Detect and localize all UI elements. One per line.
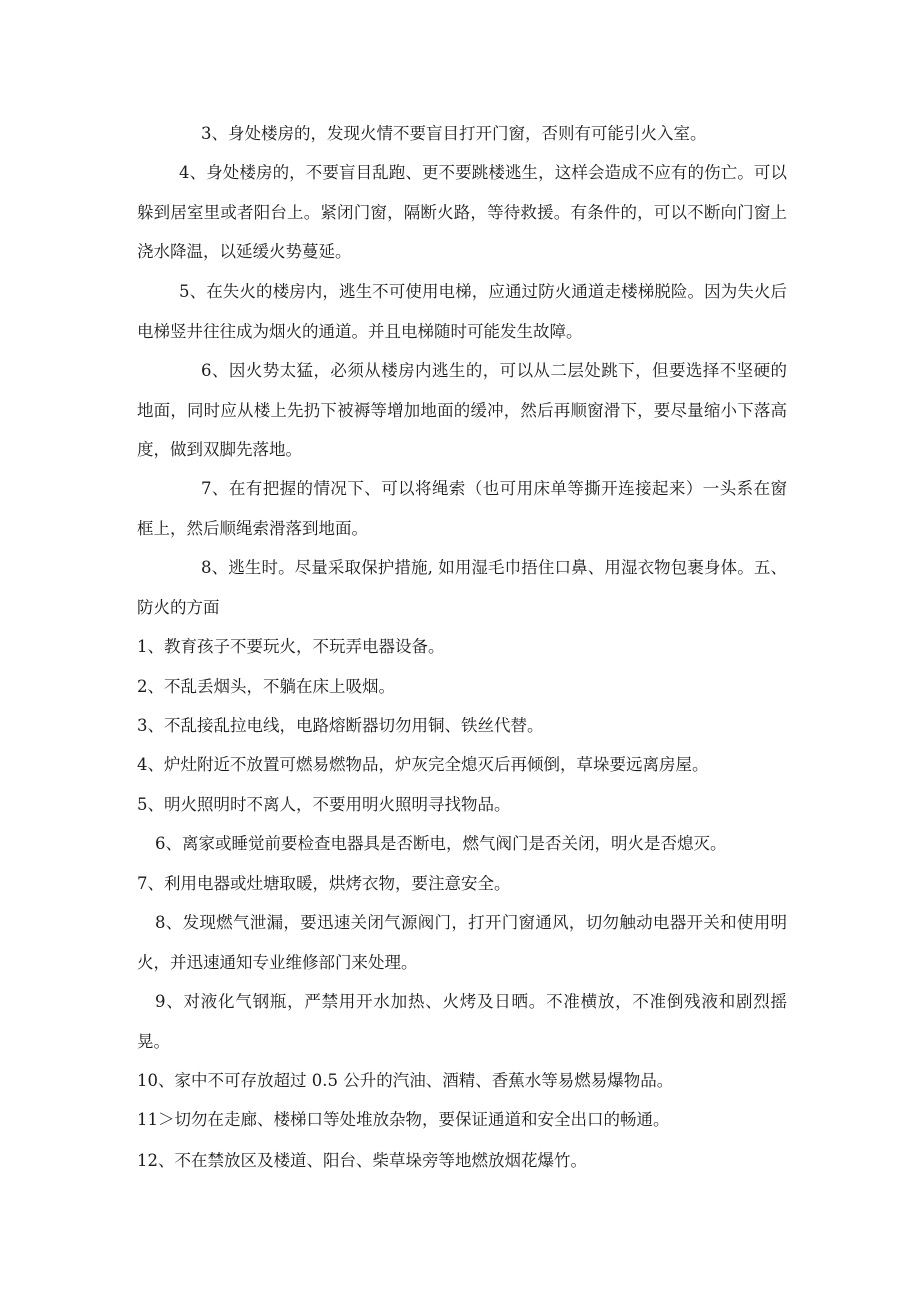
prevention-item-4: 4、炉灶附近不放置可燃易燃物品，炉灰完全熄灭后再倾倒，草垛要远离房屋。 xyxy=(137,755,709,774)
prevention-item-1: 1、教育孩子不要玩火，不玩弄电器设备。 xyxy=(137,637,445,656)
prevention-item-2: 2、不乱丢烟头，不躺在床上吸烟。 xyxy=(137,677,395,696)
escape-item-8: 8、逃生时。尽量采取保护措施, 如用湿毛巾捂住口鼻、用湿衣物包裹身体。五、防火的方面 xyxy=(137,558,787,617)
escape-item-7: 7、在有把握的情况下、可以将绳索（也可用床单等撕开连接起来）一头系在窗框上，然后顺绳索滑落到地面。 xyxy=(137,479,787,538)
prevention-item-7: 7、利用电器或灶塘取暖，烘烤衣物，要注意安全。 xyxy=(137,874,511,893)
prevention-item-10: 10、家中不可存放超过 0.5 公升的汽油、酒精、香蕉水等易燃易爆物品。 xyxy=(137,1071,674,1090)
prevention-item-6: 6、离家或睡觉前要检查电器具是否断电，燃气阀门是否关闭，明火是否熄灭。 xyxy=(155,834,727,853)
prevention-item-11: 11＞切勿在走廊、楼梯口等处堆放杂物，要保证通道和安全出口的畅通。 xyxy=(137,1110,670,1129)
prevention-item-5: 5、明火照明时不离人，不要用明火照明寻找物品。 xyxy=(137,795,511,814)
escape-item-4: 4、身处楼房的，不要盲目乱跑、更不要跳楼逃生，这样会造成不应有的伤亡。可以躲到居室里或者阳台上。紧闭门窗，隔断火路，等待救援。有条件的，可以不断向门窗上浇水降温，以延缓火势蔓延。 xyxy=(137,163,787,261)
prevention-item-12: 12、不在禁放区及楼道、阳台、柴草垛旁等地燃放烟花爆竹。 xyxy=(137,1151,587,1170)
escape-item-5: 5、在失火的楼房内，逃生不可使用电梯，应通过防火通道走楼梯脱险。因为失火后电梯竖井往往成为烟火的通道。并且电梯随时可能发生故障。 xyxy=(137,282,787,341)
prevention-item-3: 3、不乱接乱拉电线，电路熔断器切勿用铜、铁丝代替。 xyxy=(137,716,544,735)
escape-item-3: 3、身处楼房的，发现火情不要盲目打开门窗，否则有可能引火入室。 xyxy=(201,124,707,143)
prevention-item-9: 9、对液化气钢瓶，严禁用开水加热、火烤及日晒。不准横放，不准倒残液和剧烈摇晃。 xyxy=(137,992,787,1051)
escape-item-6: 6、因火势太猛，必须从楼房内逃生的，可以从二层处跳下，但要选择不坚硬的地面，同时应从楼上先扔下被褥等增加地面的缓冲，然后再顺窗滑下，要尽量缩小下落高度，做到双脚先落地。 xyxy=(137,361,787,459)
prevention-item-8: 8、发现燃气泄漏，要迅速关闭气源阀门，打开门窗通风，切勿触动电器开关和使用明火，并迅速通知专业维修部门来处理。 xyxy=(137,913,787,972)
